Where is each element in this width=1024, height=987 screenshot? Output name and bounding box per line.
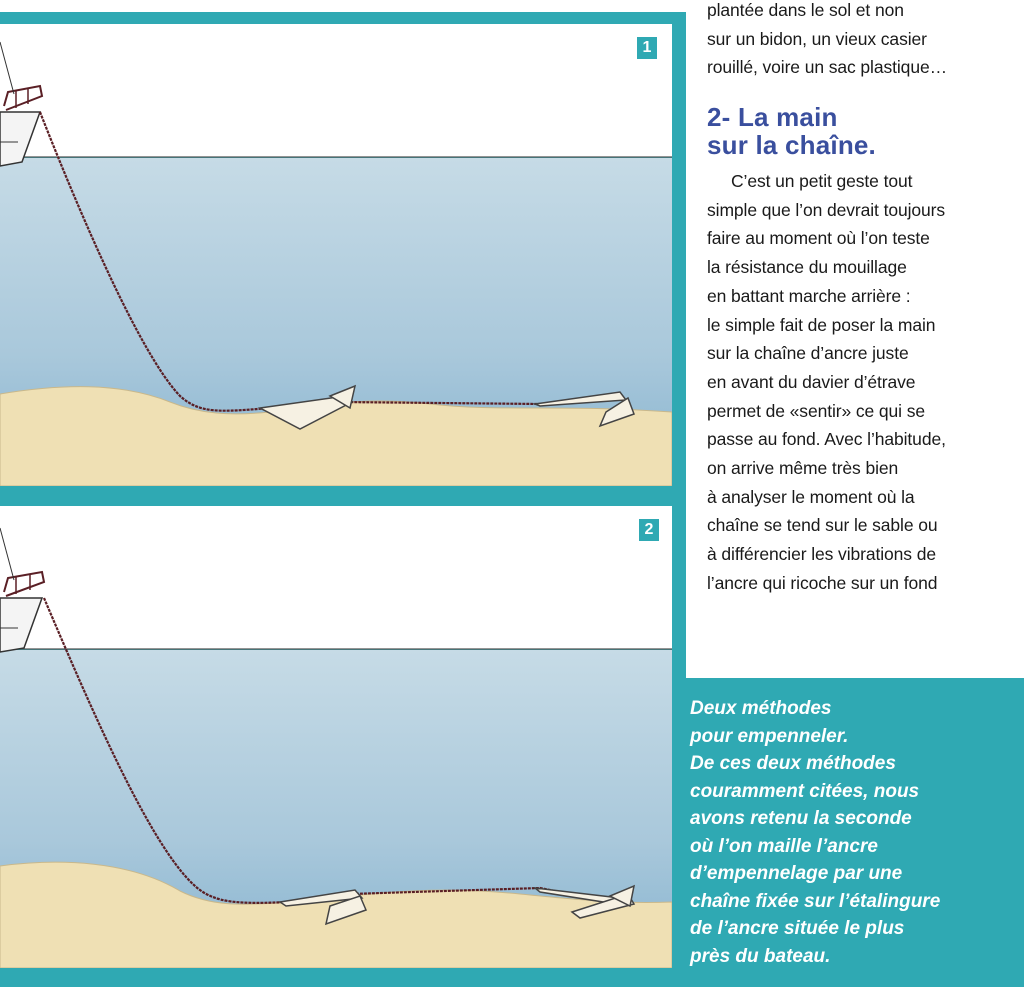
article-body [707, 167, 1019, 598]
caption-line: près du bateau. [690, 945, 831, 967]
text-line: simple que l’on devrait toujours [707, 199, 946, 220]
text-line: C’est un petit geste tout [731, 171, 913, 191]
caption-line: couramment citées, nous [690, 780, 920, 802]
text-line: la résistance du mouillage [707, 257, 907, 278]
text-line: passe au fond. Avec l’habitude, [707, 429, 946, 450]
panel-number-badge-1: 1 [636, 36, 658, 60]
text-line: en avant du davier d’étrave [707, 371, 916, 392]
text-line: en battant marche arrière : [707, 285, 911, 306]
text-line: à analyser le moment où la [707, 486, 915, 507]
illustration-panel-2 [0, 506, 672, 968]
caption-line: pour empenneler. [690, 725, 849, 747]
caption-line: où l’on maille l’ancre [690, 835, 878, 857]
sky [0, 506, 672, 649]
illustration-panel-1 [0, 24, 672, 486]
heading-line: 2- La main [707, 102, 838, 132]
caption-line: De ces deux méthodes [690, 753, 896, 774]
text-line: chaîne se tend sur le sable ou [707, 515, 938, 536]
sky [0, 24, 672, 157]
article-lead [707, 0, 1019, 82]
caption-line: de l’ancre située le plus [690, 918, 905, 939]
figure-caption [690, 695, 1020, 970]
text-line: on arrive même très bien [707, 458, 899, 479]
text-line: faire au moment où l’on teste [707, 228, 930, 249]
text-line: sur un bidon, un vieux casier [707, 28, 927, 49]
text-line: rouillé, voire un sac plastique… [707, 57, 947, 78]
text-line: le simple fait de poser la main [707, 314, 936, 335]
text-line: sur la chaîne d’ancre juste [707, 343, 909, 364]
caption-line: d’empennelage par une [690, 863, 903, 884]
caption-line: Deux méthodes [690, 698, 832, 719]
text-line: plantée dans le sol et non [707, 0, 904, 20]
caption-line: chaîne fixée sur l’étalingure [690, 890, 941, 912]
text-line: l’ancre qui ricoche sur un fond [707, 572, 938, 593]
panel-number-badge-2: 2 [638, 518, 660, 542]
section-heading [707, 103, 1019, 159]
text-line: à différencier les vibrations de [707, 544, 936, 565]
text-line: permet de «sentir» ce qui se [707, 400, 926, 421]
heading-line: sur la chaîne. [707, 130, 876, 160]
caption-line: avons retenu la seconde [690, 808, 912, 829]
